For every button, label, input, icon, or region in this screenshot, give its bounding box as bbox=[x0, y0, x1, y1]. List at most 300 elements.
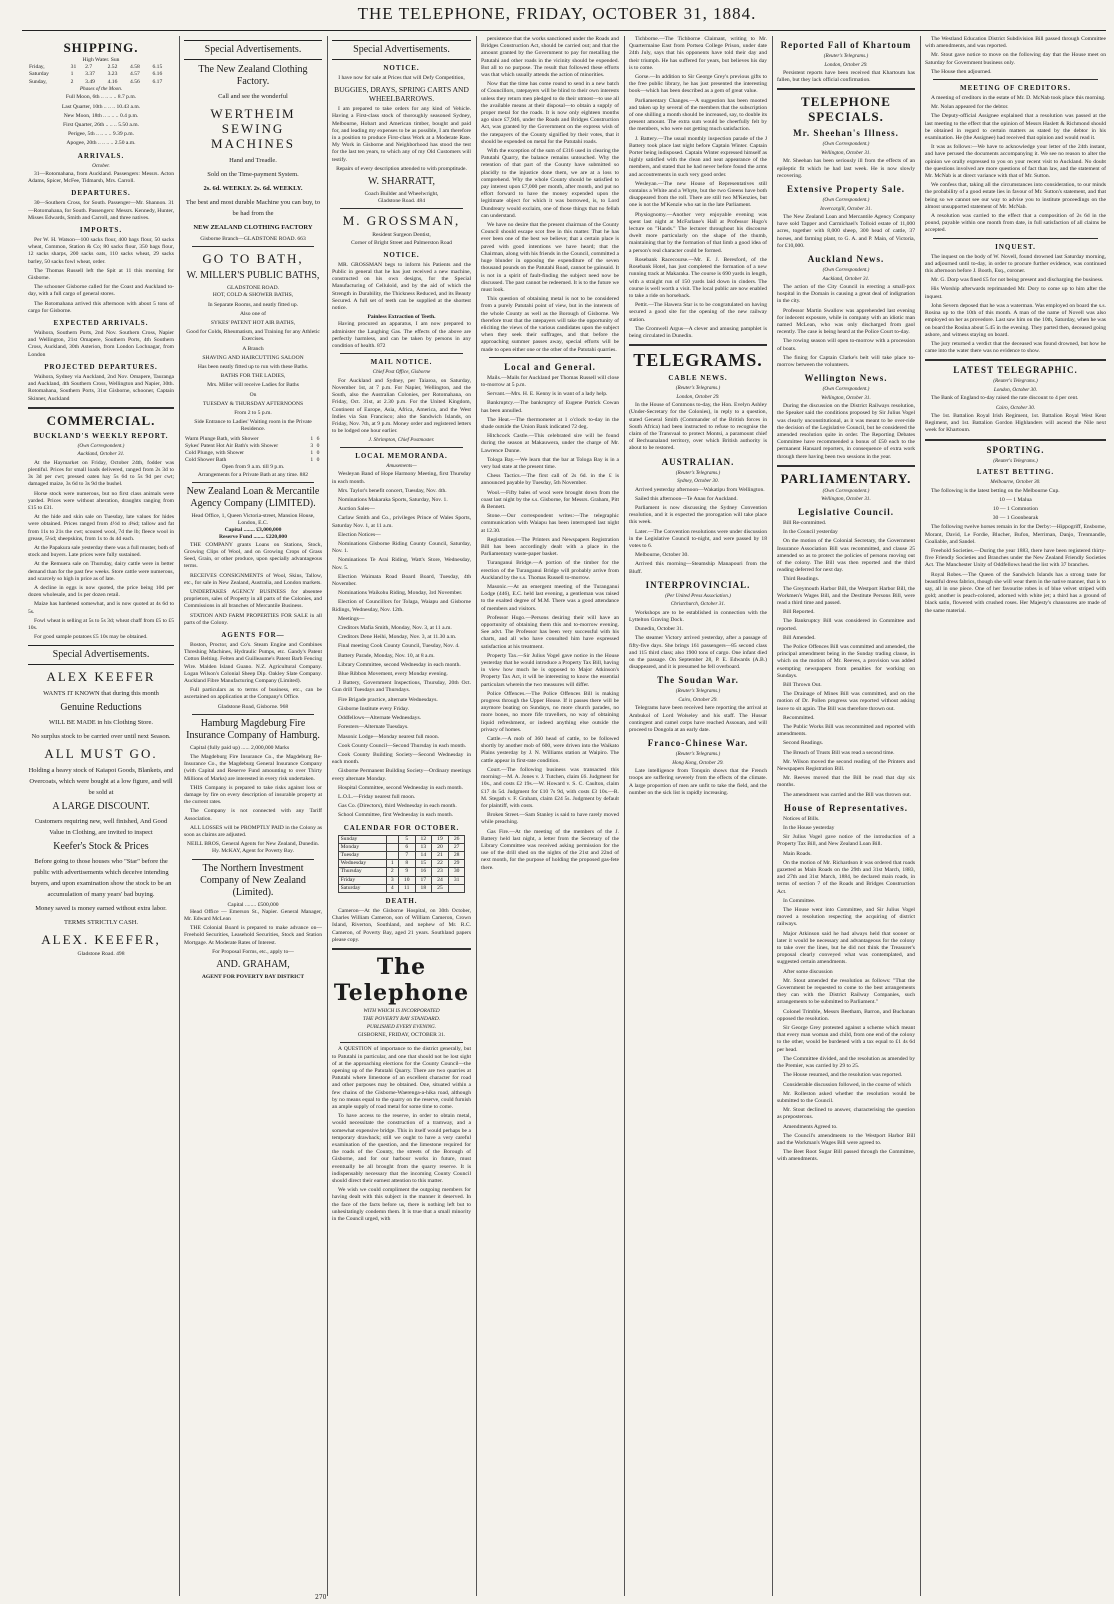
col3-banner bbox=[332, 40, 471, 60]
imports-text: Per W. H. Watson—100 sacks flour, 400 bags flour, 50 sacks wheat, Common, Station & Co; 80 sacks flour, 350 bags flour, 12 sacks sharps, 200 sacks oats, 110 sacks wheat, 29 sacks barley, 50 sacks fowl wheat, order. bbox=[28, 237, 174, 265]
baths-line: TUESDAY & THURSDAY AFTERNOONS bbox=[202, 400, 304, 407]
table-cell: 0 bbox=[316, 442, 320, 449]
table-cell bbox=[386, 843, 398, 851]
keefer-holding: Holding a heavy stock of Kaiapoi Goods, Blankets, and Overcoats, which were bought at a low figure, and will be sold at bbox=[28, 767, 174, 797]
local-item: Gorse.—In addition to Sir George Grey's previous gifts to the free public library, he has just presented the interesting book—which has been described as a gem of great value. bbox=[629, 74, 767, 95]
table-cell: 24 bbox=[432, 876, 449, 884]
soudan-credit: (Reuter's Telegrams.) bbox=[675, 688, 721, 695]
franco-heading: Franco-Chinese War. bbox=[647, 738, 749, 749]
table-cell: 1 bbox=[310, 435, 314, 442]
table-cell: 6 bbox=[316, 435, 320, 442]
repairs: Repairs of every description attended to with promptitude. bbox=[336, 165, 467, 172]
nzloan-office: Head Office, 1, Queen Victoria-street, Mansion House, London, E.C. bbox=[191, 512, 315, 527]
baths-line: A Branch bbox=[242, 345, 264, 352]
local-memo-heading: LOCAL MEMORANDA. bbox=[355, 451, 448, 460]
expected-text: Waihora, Southern Ports, 2nd Nov. Southern Cross, Napier and Wellington, 21st Omapere, Southern Ports, 4th Southern Cross, Auckland, 30th Asterion, from London Lochnagar, from London bbox=[28, 330, 174, 358]
sporting-paragraph: Freehold Societies.—During the year 1883, there have been registered thirty-five Friendly Societies and Branches under the New Zealand Friendly Societies Act. The Manchester Unity of Oddfellows head the list with 37 branches. bbox=[925, 548, 1106, 569]
leader-paragraph: Now that the time has come round to send in a new batch of Councillors, ratepayers will be blind to their own interests unless they return men pledged to do their utmost—to use all the available means at their disposal—to obtain a supply of proper metal for the roads. It is now only eighteen months ago since £7,946, under the Roads and Bridges Construction Act, was granted by the Government on the express wish of the ratepayers of the County signified by their votes, that it should be expended on metal for the Patutahi roads. bbox=[481, 81, 619, 145]
intercolonial-heading: INTERPROVINCIAL. bbox=[645, 579, 751, 590]
intercolonial-paragraph: The steamer Victory arrived yesterday, after a passage of fifty-five days. She brings 161 passengers—85 second class and 115 third class; also 1900 tons of cargo. One infant died on the passage. On September 28, P. E. Edwards (A.B.) disappeared, and it is presumed he fell overboard. bbox=[629, 635, 767, 671]
moon-row: Full Moon, 6th .. .. .. .. 8.7 p.m. bbox=[65, 94, 137, 101]
table-cell: 14 bbox=[415, 851, 432, 859]
sheehan-corr: (Own Correspondent.) bbox=[822, 141, 870, 148]
bath-price-row bbox=[184, 450, 322, 457]
local-item: J. Battery.—The usual monthly inspection parade of the J Battery took place last night before Captain Winter. Captain Porter being indisposed. Captain Winter expressed himself as highly satisfied with the clean and neat appearance of the members, and stated that he had never before found the arms and accoutrements in such very good order. bbox=[629, 135, 767, 178]
local-item: Stone.—Our correspondent writes:—The telegraphic communication with Waiapu has been interrupted last night at 12.30. bbox=[481, 513, 619, 534]
paper-incorporating: WITH WHICH IS INCORPORATED bbox=[363, 1007, 440, 1014]
sale-heading: Extensive Property Sale. bbox=[786, 184, 906, 195]
weekly-price: 2s. 6d. WEEKLY. 2s. 6d. WEEKLY. bbox=[203, 185, 303, 192]
nzloan-paragraph: THE COMPANY grants Loans on Stations, Stock, Growing Clips of Wool, and on Growing Crops of Grass Seed, Grain, or other produce, upon specially advantageous terms. bbox=[184, 541, 322, 570]
legislative-paragraph: The Greymouth Harbor Bill, the Westport Harbor Bill, the Workmen's Wages Bill, and the Destitute Persons Bill, were read a third time and passed. bbox=[777, 585, 915, 606]
table-cell bbox=[448, 884, 465, 892]
local-item: Masonic.—At an emergent meeting of the Turanganui Lodge (446), E.C. held last evening, a gentleman was raised to the exalted degree of M.M. There was a good attendance of members and visitors. bbox=[481, 584, 619, 612]
grossman-body: MR. GROSSMAN begs to inform his Patients and the Public in general that he has just received a new machine, constructed on his own designs, for the Special Manufacturing of Celluloid, and by the aid of which the Strength in Durability, the Thickness Reduced, and its Beauty Secured. A full set of teeth can be supplied at the shortest notice. bbox=[332, 261, 471, 312]
baths-line: Also one of bbox=[239, 310, 267, 317]
divider bbox=[489, 357, 611, 358]
baths-name: W. MILLER'S PUBLIC BATHS, bbox=[186, 270, 320, 282]
memo-line: Battery Parade, Monday, Nov. 10, at 8 a.m. bbox=[338, 652, 435, 659]
inquest-paragraph: Mr. G. Dorp was fined £5 for not being present and discharging the business. bbox=[931, 277, 1104, 284]
auckland-paragraph: The action of the City Council in erecting a small-pox hospital in the Domain is causing a great deal of indignation in the city. bbox=[777, 284, 915, 305]
table-cell: 23 bbox=[432, 868, 449, 876]
leader-paragraph: With the exception of the sum of £316 used in clearing the Patutahi Quarry, the balance remains untouched. Why the retention of that part of the County have submitted so placidly to the injustice done them, we are at a loss to comprehend. Why the whole County should be satisfied to pay interest upon £7,000 per month, after month, and put no effort forward to have the money expended upon the legitimate object for which it was borrowed, is, to Lord Dundreary would exclaim, one of those things that no fellah can understand. bbox=[481, 148, 619, 219]
sharratt-name: W. SHARRATT, bbox=[368, 176, 435, 188]
keefer-intro: WANTS IT KNOWN that during this month bbox=[43, 690, 159, 698]
divider bbox=[629, 344, 767, 346]
australian-heading: AUSTRALIAN. bbox=[661, 456, 735, 467]
keefer-address: Gladstone Road. 498 bbox=[77, 951, 125, 958]
proposal: For Proposal Forms, etc., apply to— bbox=[212, 948, 294, 955]
report-paragraph: At the hide and skin sale on Tuesday, late values for hides were obtained. Prices ranged from 4½d to 4¾d; tallow and fat from 11s to 21s the cwt; scoured wool, 7d the lb; fleece wool in grease, 5¼d; sheepskins, from 1s to 4s 4d each. bbox=[28, 514, 174, 542]
betting-row: 30 — 1 Goonbearak bbox=[992, 515, 1039, 522]
table-cell: 30 bbox=[448, 868, 465, 876]
column-rule bbox=[624, 36, 625, 1596]
memo-line: Fire Brigade practice, alternate Wednesdays. bbox=[338, 696, 438, 703]
table-cell: 15 bbox=[415, 860, 432, 868]
creditors-paragraph: A resolution was carried to the effect that a composition of 2s 6d in the pound, payable within one month from date, in full satisfaction of all claims be accepted. bbox=[925, 213, 1106, 234]
local-item: Tologa Bay.—We learn that the bar at Tologa Bay is in a very bad state at the present time. bbox=[481, 456, 619, 470]
table-cell: 16 bbox=[415, 868, 432, 876]
divider bbox=[340, 447, 463, 448]
table-cell: Sykes' Patent Hot Air Bath's with Shower bbox=[185, 442, 279, 449]
table-cell: 3.37 bbox=[85, 71, 95, 78]
memo-line: Auction Sales— bbox=[338, 506, 375, 513]
divider bbox=[925, 439, 1106, 441]
agents-heading: AGENTS FOR— bbox=[221, 630, 285, 639]
table-cell: 3.49 bbox=[85, 78, 95, 85]
col3-heading: Special Advertisements. bbox=[353, 44, 450, 55]
report-paragraph: Horse stock were numerous, but no first class animals were yarded. Prices were without alteration, draughts ranging from £15 to £31. bbox=[28, 490, 174, 511]
legislative-paragraph: The Bankruptcy Bill was considered in Committee and reported. bbox=[777, 618, 915, 632]
table-cell: Sunday, bbox=[29, 78, 47, 85]
reps-paragraph: Mr. Stout declined to answer, characterising the question as preposterous. bbox=[777, 1107, 915, 1121]
moon-heading: Phases of the Moon. bbox=[79, 85, 123, 92]
table-cell: 29 bbox=[448, 860, 465, 868]
goto-bath: GO TO BATH, bbox=[202, 251, 304, 267]
table-cell: 11 bbox=[398, 884, 415, 892]
tide-row bbox=[28, 64, 174, 71]
bath-arrange: Arrangements for a Private Bath at any time. 882 bbox=[197, 471, 309, 478]
reps-body bbox=[777, 816, 915, 1164]
divider bbox=[192, 482, 314, 483]
divider bbox=[933, 79, 1098, 80]
legislative-paragraph: Third Readings. bbox=[783, 576, 820, 583]
bath-hours: Open from 9 a.m. till 9 p.m. bbox=[221, 464, 285, 471]
column-3 bbox=[332, 36, 471, 1596]
hamburg-paragraph: Capital (fully paid up) ...... 2,000,000 Marks bbox=[190, 744, 290, 751]
table-cell: Wednesday bbox=[338, 860, 386, 868]
mail-heading: MAIL NOTICE. bbox=[370, 358, 433, 367]
reps-paragraph: In the House yesterday bbox=[783, 825, 835, 831]
leader-paragraph: persistence that the works sanctioned under the Roads and Bridges Construction Act, should be carried out; and that the amount granted by the Government to pay for metalling the Patutahi and other roads in the vicinity should be expended. But all to no purpose. The result that followed these efforts was that which usually attends the action of minorities. bbox=[481, 36, 619, 79]
nzloan-heading: New Zealand Loan & Mercantile Agency Company (LIMITED). bbox=[186, 485, 320, 509]
table-cell: 4.57 bbox=[130, 71, 140, 78]
franco-body: Late intelligence from Tonquin shows that the French troops are suffering severely from the effects of the climate. A large proportion of men are unfit to take the field, and the number on the sick list is rapidly increasing. bbox=[629, 768, 767, 796]
calendar-row bbox=[338, 884, 465, 892]
keefer-reductions: Genuine Reductions bbox=[60, 702, 142, 714]
hamburg-paragraph: The Company is not connected with any Tariff Association. bbox=[184, 808, 322, 822]
baths-details bbox=[184, 292, 322, 433]
table-cell: 2.52 bbox=[107, 64, 118, 71]
reps-paragraph: After some discussion bbox=[783, 968, 833, 975]
local-general-heading: Local and General. bbox=[504, 361, 596, 372]
legislative-paragraph: The Police Offences Bill was committed and amended, the principal amendment being in the Sunday trading clause, in which on the motion of Mr. Reeves, a provision was added exempting newspapers from penalties for working on Sundays. bbox=[777, 643, 915, 679]
mail-sub: Chief Post Office, Gisborne bbox=[372, 369, 431, 376]
inquest-paragraph: The inquest on the body of W. Novell, found drowned last Saturday morning, and adjourned until to-day, in order to procure further evidence, was continued this afternoon before J. Booth, Esq., coroner. bbox=[925, 253, 1106, 275]
table-cell: 6.17 bbox=[152, 78, 163, 85]
table-cell: 31 bbox=[448, 876, 465, 884]
australian-paragraph: Arrived this morning—Steamship Manapouri from the Bluff. bbox=[629, 561, 767, 575]
divider bbox=[340, 353, 463, 354]
table-cell: 0 bbox=[316, 450, 320, 457]
memo-line: Election Waimata Road Board Board, Tuesday, 4th November. bbox=[332, 573, 471, 588]
memo-list bbox=[332, 471, 471, 819]
leader-paragraph: A QUESTION of importance to the district generally, but to Patutahi in particular, and one that should not be lost sight of at the approaching elections for the County Council—the opening up of the Patutahi Quarry. There are two quarries at Patutahi where limestone of an excellent character for road and other purposes may be obtained. One, situated within a few chains of the Gisborne-Waerenga-a-hika road, although by no means equal to the quarry on the reserve, could furnish an ample supply of road metal for some time to come. bbox=[332, 1046, 471, 1110]
nzloan-paragraph: UNDERTAKES AGENCY BUSINESS for absentee proprietors, sales of Property in all parts of the Colonies, and Commissions in all branches of Mercantile Business. bbox=[184, 588, 322, 610]
local-general-items-continued bbox=[629, 36, 767, 340]
table-cell: 22 bbox=[432, 860, 449, 868]
masthead-rule bbox=[22, 30, 1106, 31]
neill-bros: NEILL BROS, General Agents for New Zealand, Dunedin. bbox=[186, 841, 320, 848]
creditors-heading: MEETING OF CREDITORS. bbox=[959, 84, 1072, 93]
keefer-made: WILL BE MADE in his Clothing Store. bbox=[49, 719, 153, 727]
table-cell: 21 bbox=[432, 851, 449, 859]
painless-body: Having procured an apparatus, I am now prepared to administer the Laughing Gas. The effects of the above are perfectly harmless, and can be taken by persons in any condition of health. 872 bbox=[332, 321, 471, 350]
hamburg-paragraph: ALL LOSSES will be PROMPTLY PAID in the Colony as soon as claims are adjusted. bbox=[184, 824, 322, 838]
table-cell: 6.15 bbox=[152, 64, 163, 71]
legislative-paragraph: Mr. Reeves moved that the Bill be read that day six months. bbox=[777, 775, 915, 789]
report-paragraph: A decline in eggs is now quoted, the price being 10d per dozen wholesale, and 1s per dozen retail. bbox=[28, 584, 174, 599]
reserve: Reserve Fund ........ £220,000 bbox=[218, 534, 288, 541]
auckland-corr: (Own Correspondent.) bbox=[822, 267, 870, 274]
arrivals-text: 31—Rotomahana, from Auckland. Passengers: Messrs. Acton Adams, Spicer, McFee, Tidmarsh, Mrs. Carroll. bbox=[28, 171, 174, 185]
local-item: The Heat.—The thermometer at 1 o'clock to-day in the shade outside the Union Bank indicated 72 deg. bbox=[481, 416, 619, 430]
moon-row: Apogee, 20th .. .. .. .. 2.50 a.m. bbox=[66, 140, 136, 147]
betting-list bbox=[925, 497, 1106, 523]
local-item: Bankruptcy.—The bankruptcy of Eugene Patrick Cowan has been annulled. bbox=[481, 400, 619, 414]
baths-line: HOT, COLD & SHOWER BATHS, bbox=[212, 292, 294, 299]
painless: Painless Extraction of Teeth. bbox=[367, 314, 436, 321]
creditors-paragraph: The Deputy-official Assignee explained that a resolution was passed at the last meeting to the effect that the opinion of Messrs Haslett & Richmond should be obtained in regard to certain matters as stated by the debtor in his examination. He (the Assignee) had received that opinion and would read it. bbox=[925, 113, 1106, 142]
leader-paragraph: We wish we could compliment the outgoing members for having dealt with this subject in the manner it deserved. In the face of the facts before us, there is nothing left but to unhesitatingly condemn them. It is true that a small minority in the Council urged, with bbox=[332, 1187, 471, 1223]
auckland-paragraph: The rowing season will open to-morrow with a procession of boats. bbox=[777, 338, 915, 352]
paper-published: PUBLISHED EVERY EVENING. bbox=[366, 1023, 437, 1030]
capital: Capital ........ £3,000,000 bbox=[224, 527, 282, 534]
nz-factory: NEW ZEALAND CLOTHING FACTORY bbox=[193, 224, 313, 231]
sporting-paragraph: Royal Robes.—The Queen of the Sandwich Islands has a strong taste for beautiful dress fabrics, though she will wear them in the native manner, that is to say, all in one piece. One of her favourite robes is of blue velvet striped with gold; another is peach-colored, adorned with white jet; a third has a ground of black satin, flowered with crushed roses. Her Majesty's chaussures are made of the same material. bbox=[925, 571, 1106, 614]
report-paragraph: Maize has hardened somewhat, and is now quoted at 4s 6d to 5s. bbox=[28, 601, 174, 615]
memo-line: Library Committee, second Wednesday in each month. bbox=[338, 661, 461, 668]
table-cell: Monday bbox=[338, 843, 386, 851]
baths-line: SYKES' PATENT HOT AIR BATHS, bbox=[210, 320, 296, 327]
reps-paragraph: Mr. Rolleston asked whether the resolution would be submitted to the Council. bbox=[777, 1090, 915, 1104]
tele-place-1: London, October 30. bbox=[993, 386, 1038, 393]
intercolonial-credit: (Per United Press Association.) bbox=[665, 592, 731, 599]
special-ads-banner bbox=[28, 645, 174, 665]
reps-paragraph: The Beet Root Sugar Bill passed through the Committee, with amendments. bbox=[777, 1149, 915, 1163]
table-cell: 1 bbox=[386, 860, 398, 868]
baths-line: In Separate Rooms, and neatly fitted up. bbox=[207, 301, 299, 308]
reps-paragraph: Sir George Grey protested against a scheme which meant that every man woman and child, from one end of the colony to the other, would be burdened with a tax equal to £1 4s 6d per head. bbox=[777, 1025, 915, 1053]
local-item: Property Tax.—Sir Julius Vogel gave notice in the House yesterday that he would introduce a Property Tax Bill, having in view how much he is opposed to Major Atkinson's Property Tax Act, it will be interesting to know the essential particulars wherein the two measures will differ. bbox=[481, 652, 619, 688]
column-1 bbox=[28, 36, 174, 1596]
hamburg-paragraph: THIS Company is prepared to take risks against loss or damage by fire on every description of insurable property at the current rates. bbox=[184, 784, 322, 806]
bucklands-date: Auckland, October 31. bbox=[77, 451, 125, 458]
table-cell: 3.23 bbox=[107, 71, 118, 78]
legislative-paragraph: In the Council yesterday bbox=[783, 529, 838, 536]
sharratt-addr: Gladstone Road. 484 bbox=[377, 198, 426, 205]
reps-paragraph: The Committee divided, and the resolution as amended by the Premier, was carried by 29 to 25. bbox=[777, 1055, 915, 1070]
local-item: Court.—The following business was transacted this morning:—M. A. Jones v. J. Tutchen, claim £6. Judgment for 10s., and costs £2 19s.—W. Howard v. S. C. Caulton, claim £17 4s 5d. Judgment for £10 7s 9d, with costs £3 10s.—R. M. Stegath v. F. Graham, claim £24 5s. Judgment by default for plaintiff, with costs. bbox=[481, 766, 619, 809]
legislative-paragraph: On the motion of the Colonial Secretary, the Government Insurance Association Bill was recommitted, and clause 25 amended so as to protect the policies of persons moving out of the colony. The Bill was then reported and the third reading deferred for next day. bbox=[777, 538, 915, 574]
baths-line: SHAVING AND HAIRCUTTING SALOON bbox=[202, 354, 304, 361]
reps-paragraph: Mr. Stout amended the resolution as follows: "That the Government be requested to come to the best arrangements they can with the District Railway Companies, such arrangements to be submitted to Parliament." bbox=[777, 977, 915, 1006]
local-general-items bbox=[481, 375, 619, 872]
notice-heading: NOTICE. bbox=[383, 64, 420, 72]
auckland-paragraph: The fining for Captain Clarke's belt will take place to-morrow between the volunteers. bbox=[777, 354, 915, 369]
franco-place: Hong Kong, October 29. bbox=[672, 759, 724, 766]
creditors-body bbox=[925, 95, 1106, 235]
mail-body: For Auckland and Sydney, per Taiaroa, on Saturday, November 1st, at 7 p.m. For Napier, Wellington, and the South, also the Australian Colonies, per Rotomahana, on Friday, Oct. 31st, at 2.30 p.m. For the United Kingdom, Continent of Europe, Asia, Africa, America, and the West Indies via San Francisco; also the Sandwich Islands, on Friday, Nov. 7th, at 9 p.m. Money order and registered letters to be lodged one hour earlier. bbox=[332, 377, 471, 435]
bath-prices bbox=[184, 436, 322, 465]
legislative-paragraph: The Breach of Trusts Bill was read a second time. bbox=[783, 749, 895, 756]
agents-text: Boston, Proctor, and Co's. Steam Engine and Combines Threshing Machines, Hydraulic Pumps, etc. Gandy's Patent Cotton Belting. Felten and Guilleaume's Patent Barb Fencing Wire. Malden Island Guano. N.Z. Agricultural Company. Logan Wilson's Colonial Sheep Dip. Oakley Slate Company. Auckland Fibre Manufacturing Company (Limited). bbox=[184, 641, 322, 684]
table-cell: Thursday bbox=[338, 868, 386, 876]
local-item: Rosebank Racecourse.—Mr. E. J. Beresford, of the Rosebank Hotel, has just completed the formation of a new running track at Makaraka. The course is 690 yards in length, with a straight run of 150 yards laid down in cinders. The course is well worth a visit. The local public are now enabled to take a ride on horseback. bbox=[629, 256, 767, 299]
memo-line: Final meeting Cook County Council, Tuesday, Nov. 4. bbox=[338, 643, 460, 650]
table-cell: 8 bbox=[398, 860, 415, 868]
nz-clothing-title: The New Zealand Clothing Factory. bbox=[198, 64, 308, 87]
memo-line: Mrs. Taylor's benefit concert, Tuesday, Nov. 4th. bbox=[338, 487, 447, 494]
column-rule bbox=[179, 36, 180, 1596]
column-6 bbox=[777, 36, 915, 1596]
grossman-role: Resident Surgeon Dentist, bbox=[372, 232, 431, 239]
local-item: Police Offences.—The Police Offences Bill is making progress through the Upper House. If it passes there will be anymore boating on Sundays, no more church parades, no more bones, no more fife travellers, no way of obtaining liquid refreshment, or indeed anything else outside the privacy of homes. bbox=[481, 690, 619, 733]
table-cell: 6.16 bbox=[152, 71, 163, 78]
paper-date: GISBORNE, FRIDAY, OCTOBER 31. bbox=[357, 1032, 446, 1039]
table-cell: 27 bbox=[448, 843, 465, 851]
table-cell: 17 bbox=[415, 876, 432, 884]
inquest-body bbox=[925, 254, 1106, 356]
full-particulars: Full particulars as to terms of business, etc., can be ascertained on application at the Company's Office. bbox=[184, 687, 322, 701]
baths-line: From 2 to 5 p.m. bbox=[234, 410, 272, 417]
buggies: BUGGIES, DRAYS, SPRING CARTS AND WHEELBARROWS. bbox=[334, 85, 469, 104]
table-cell: Friday bbox=[338, 876, 386, 884]
bucklands-corr: (Own Correspondent.) bbox=[77, 442, 125, 449]
shipping-note: The schooner Gisborne called for the Coast and Auckland to-day, with a full cargo of general stores. bbox=[28, 284, 174, 298]
soudan-place: Cairo, October 29. bbox=[678, 696, 718, 703]
sale-place: Invercargill, October 31. bbox=[820, 205, 872, 212]
departures-heading: DEPARTURES. bbox=[71, 189, 131, 198]
divider bbox=[777, 88, 915, 90]
calendar-heading: CALENDAR FOR OCTOBER. bbox=[343, 823, 460, 832]
masthead: THE TELEPHONE, FRIDAY, OCTOBER 31, 1884. bbox=[357, 4, 757, 23]
australian-place: Sydney, October 30. bbox=[677, 478, 719, 485]
local-item: Tichborne.—The Tichborne Claimant, writing to Mr. Quartermaine East from Portsea College Prison, under date 24th July, says that his opponents have told their day and their triumph. He has suffered for years, but believes his day is to come. bbox=[629, 36, 767, 71]
sharratt-role: Coach Builder and Wheelwright, bbox=[364, 191, 439, 198]
wellington-place: Wellington, October 31. bbox=[821, 394, 871, 401]
col2-banner bbox=[184, 40, 322, 60]
khartoum-credit: (Reuter's Telegrams.) bbox=[823, 53, 869, 59]
table-cell: 4.16 bbox=[107, 78, 118, 85]
keefer-allmust: ALL MUST GO. bbox=[44, 746, 158, 762]
northern-office: Head Office — Emerson St., Napier. General Manager, Mr. Edward McLean bbox=[184, 908, 322, 922]
calendar-row bbox=[338, 851, 465, 859]
keefer-surplus: No surplus stock to be carried over until next Season. bbox=[31, 733, 171, 741]
postmaster: J. Shrimpton, Chief Postmaster. bbox=[368, 437, 435, 444]
projected-text: Waihora, Sydney via Auckland, 2nd Nov. Omapere, Tauranga and Auckland, 4th Southern Cross, Wellington and Napier, 30th. Rotomahana, Southern Ports, 31st Gisborne, schooner, Captain Skinner, Auckland bbox=[28, 373, 174, 402]
table-cell: Cold Plunge, with Shower bbox=[185, 450, 245, 457]
hy-mckay: Hy. McKAY, Agent for Poverty Bay. bbox=[212, 848, 294, 855]
betting-row: 10 — 1 Malua bbox=[999, 496, 1032, 503]
local-item: Gas Fire.—At the meeting of the members of the J. Battery held last night, a letter from the Secretary of the Library Committee was received asking permission for the use of the drill shed on the nights of the 21st and 22nd of next month, for the purpose of holding the proposed gas-fete there. bbox=[481, 828, 619, 871]
column-7 bbox=[925, 36, 1106, 1596]
keefer-customers: Customers requiring new, well finished, And Good Value in Clothing, are invited to inspect bbox=[34, 818, 168, 837]
report-paragraph: At the Remuera sale on Thursday, dairy cattle were in better demand than for the past few weeks. Store cattle were numerous, and scarcely so high in price as of late. bbox=[28, 561, 174, 582]
table-cell: 6 bbox=[398, 843, 415, 851]
leader-paragraph: This question of obtaining metal is not to be considered from a purely Patutahi point of view, but in the interests of the whole County as well as the Borough of Gisborne. We therefore trust that the ratepayers will take the opportunity of eliciting the views of the various candidates upon the subject when they seek their suffrages, and that before the approaching summer passes away, special efforts will be made to open either one or the other of the Patutahi quarries. bbox=[481, 296, 619, 353]
legislative-paragraph: Bill Amended. bbox=[783, 634, 816, 641]
table-cell: 19 bbox=[432, 835, 449, 843]
table-cell: 28 bbox=[448, 851, 465, 859]
reps-heading: House of Representatives. bbox=[783, 802, 909, 813]
memo-line: Election Notices— bbox=[338, 531, 381, 538]
auckland-body bbox=[777, 284, 915, 369]
reps-paragraph: Sir Julius Vogel gave notice of the introduction of a Property Tax Bill, and New Zealand Loan Bill. bbox=[777, 834, 915, 848]
column-rule bbox=[772, 36, 773, 1596]
nzloan-paragraph: RECEIVES CONSIGNMENTS of Wool, Skins, Tallow, etc., for sale in New Zealand, Australia, and London markets. bbox=[184, 572, 322, 586]
memo-line: Meetings— bbox=[338, 615, 365, 622]
col2-heading: Special Advertisements. bbox=[204, 44, 302, 55]
shipping-heading: SHIPPING. bbox=[63, 40, 139, 55]
baths-line: Side Entrance to Ladies' Waiting room in the Private Residence. bbox=[194, 419, 312, 433]
keefer-terms: TERMS STRICTLY CASH. bbox=[63, 919, 139, 927]
legislative-paragraph: Second Readings. bbox=[783, 740, 824, 747]
leader-article bbox=[332, 1046, 471, 1223]
memo-line: Wesleyan Band of Hope Harmony Meeting, first Thursday in each month. bbox=[332, 471, 471, 485]
calendar-row bbox=[338, 860, 465, 868]
creditors-paragraph: It was as follows:—We have to acknowledge your letter of the 24th instant, and have perused the documents accompanying it. We see no reason to alter the opinion we orally expressed to you on your recent visit to Auckland. No doubt the questions involved are more questions of fact than law, and the statement of Mr. McNab is at direct variance with that of Mr. Sutton. bbox=[925, 144, 1106, 180]
reps-paragraph: In Committee. bbox=[783, 897, 816, 904]
cable-heading: CABLE NEWS. bbox=[668, 374, 728, 383]
table-cell: 9 bbox=[398, 868, 415, 876]
death-body: Cameron—At the Gisborne Hospital, on 30th October, Charles William Cameron, son of William Cameron, Crown Island, Riverton, Southland, and nephew of Mr. R.C. Cameron, of Poverty Bay, aged 21 years. Southland papers please copy. bbox=[332, 907, 471, 943]
table-cell: Tuesday bbox=[338, 851, 386, 859]
australian-paragraph: Later.—The Convention resolutions were under discussion in the Legislative Council to-night, and were passed by 18 votes to 6. bbox=[629, 528, 767, 549]
keefer-signature: ALEX. KEEFER, bbox=[41, 932, 161, 948]
arrivals-heading: ARRIVALS. bbox=[77, 151, 125, 160]
tele-credit: (Reuter's Telegrams.) bbox=[993, 378, 1038, 385]
calendar-row bbox=[338, 868, 465, 876]
special-ads-heading: Special Advertisements. bbox=[52, 649, 150, 661]
local-item: Wesleyan.—The new House of Representatives still contains a White and a Whyte, but the two Greens have both disappeared from the roll. There are still two M'Kenzies, but one is not the M'Kenzie who sat in the late Parliament. bbox=[629, 180, 767, 209]
memo-line: Blue Ribbon Movement, every Monday evening. bbox=[338, 671, 448, 678]
table-cell: Sunday bbox=[338, 835, 386, 843]
creditors-paragraph: A meeting of creditors in the estate of Mr. D. McNab took place this morning. bbox=[931, 95, 1106, 102]
divider bbox=[925, 359, 1106, 361]
table-cell bbox=[386, 851, 398, 859]
moon-row: Last Quarter, 10th .. .. .. 10.43 a.m. bbox=[61, 103, 141, 110]
betting-row: 10 — 1 Commotion bbox=[993, 506, 1038, 513]
stout-text: Mr. Stout gave notice to move on the following day that the House meet on Saturday for Government business only. bbox=[925, 52, 1106, 66]
table-cell: Friday, bbox=[29, 64, 45, 71]
projected-heading: PROJECTED DEPARTURES. bbox=[44, 362, 158, 371]
sale-corr: (Own Correspondent.) bbox=[822, 197, 870, 204]
betting-lead: The following is the latest betting on the Melbourne Cup. bbox=[931, 487, 1060, 494]
table-cell: 2 bbox=[70, 78, 74, 85]
table-cell bbox=[386, 835, 398, 843]
keefer-stock: Keefer's Stock & Prices bbox=[53, 841, 149, 853]
moon-row: First Quarter, 26th .. .. .. 5.50 a.m. bbox=[62, 121, 140, 128]
inquest-paragraph: The jury returned a verdict that the deceased was found drowned, but how he came into the water there was no evidence to show. bbox=[925, 340, 1106, 355]
call-see: Call and see the wonderful bbox=[218, 93, 288, 100]
calendar-table bbox=[338, 835, 466, 893]
westland-text: The Westland Education District Subdivision Bill passed through Committee with amendments, and was reported. bbox=[925, 36, 1106, 50]
divider bbox=[192, 714, 314, 715]
commercial-heading: COMMERCIAL. bbox=[46, 412, 156, 428]
memo-line: Carlaw Smith and Co., privileges Prince of Wales Sports, Saturday Nov. 1, at 11 a.m. bbox=[332, 515, 471, 529]
cable-credit: (Reuter's Telegrams.) bbox=[675, 385, 721, 392]
intercolonial-body bbox=[629, 610, 767, 672]
memo-line: Foresters—Alternate Tuesdays. bbox=[338, 724, 409, 731]
memo-line: Oddfellows—Alternate Wednesdays. bbox=[338, 715, 422, 722]
table-cell: 2 bbox=[386, 868, 398, 876]
wellington-heading: Wellington News. bbox=[804, 373, 888, 384]
divider bbox=[340, 208, 463, 209]
australian-body bbox=[629, 487, 767, 576]
reps-paragraph: Colonel Trimble, Messrs Beetham, Barron, and Buchanan opposed the resolution. bbox=[777, 1008, 915, 1022]
tide-heading: High Water. Sun bbox=[82, 57, 120, 63]
tide-table bbox=[28, 64, 174, 86]
table-cell: 5 bbox=[398, 835, 415, 843]
column-rule bbox=[920, 36, 921, 1596]
divider bbox=[777, 465, 915, 467]
australian-paragraph: Sailed this afternoon—Te Anau for Auckland. bbox=[635, 495, 738, 502]
sale-body: The New Zealand Loan and Mercantile Agency Company have sold Tapper and Carmichael's Tolloid estate of 11,000 acres, together with 8,000 sheep, 300 head of cattle, 37 horses, and farming plant, to G. A. and P. Main, of Victoria, for £10,000. bbox=[777, 214, 915, 249]
khartoum-body: Persistent reports have been received that Khartoum has fallen, but they lack official confirmation. bbox=[777, 70, 915, 84]
memo-line: L.O.L.—Friday nearest full moon. bbox=[338, 793, 416, 800]
paper-title: The Telephone bbox=[333, 953, 470, 1006]
memo-line: Cook County Council—Second Thursday in each month. bbox=[338, 742, 467, 749]
table-cell: 1 bbox=[310, 457, 314, 464]
parl-corr: (Own Correspondent.) bbox=[822, 487, 870, 494]
gisborne-branch: Gisborne Branch—GLADSTONE ROAD. 663 bbox=[200, 236, 306, 242]
table-cell: 3 bbox=[310, 442, 314, 449]
sheehan-body: Mr. Sheehan has been seriously ill from the effects of an epileptic fit which he had last week. He is now slowly recovering. bbox=[777, 158, 915, 179]
calendar-row bbox=[338, 835, 465, 843]
baths-line: Mrs. Miller will receive Ladies for Baths bbox=[207, 382, 299, 389]
